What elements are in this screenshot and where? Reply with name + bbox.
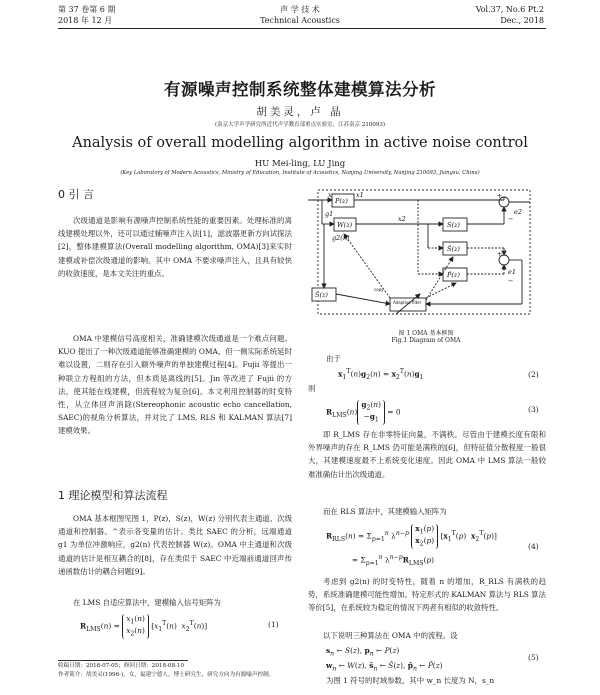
equation-2-number: (2) <box>528 370 539 379</box>
block-s-label: S(z) <box>447 221 460 229</box>
paragraph-right-7: 为图 1 符号的时域参数，其中 w_n 长度为 N，s_n <box>326 676 495 685</box>
equation-5: $s_n$ ← S(z), $p_n$ ← P(z) $w_n$ ← W(z), $ŝ_n$ ← Ŝ(z), $p̂_n$ ← P̂(z) <box>326 646 443 673</box>
block-p-hat-label: P̂(z) <box>447 271 460 279</box>
block-p-label: P(z) <box>335 197 348 205</box>
header-volume-en: Vol.37, No.6 Pt.2 <box>475 5 544 14</box>
adaptive-label: Adaptive filter <box>393 300 422 305</box>
copy-label: copy <box>374 287 384 292</box>
label-e1: e1 <box>508 268 516 276</box>
equation-4-number: (4) <box>528 542 539 551</box>
label-x1: x1 <box>356 191 364 199</box>
paragraph-right-3: 即 R_LMS 存在非零特征向量，不满秩。尽管由于建模长度有限和外界噪声的存在 R_LMS 仍可能是满秩的[6]，但特征值分散程度一般很大，其建模速度最不上系统变化速度。因此 OMA 中 LMS 算法一般较难准确估计出次级通道。 <box>308 430 546 479</box>
affiliation-cn: (南京大学声学研究所近代声学教育部重点实验室，江苏南京 210093) <box>214 122 386 128</box>
footnote-received: 收稿日期：2018-07-05；修回日期：2018-08-10 <box>58 663 185 669</box>
equation-5-number: (5) <box>528 653 539 662</box>
block-s-hat-top-label: Ŝ(z) <box>447 245 460 253</box>
paragraph-theory-1: OMA 基本框图见图 1，P(z)，S(z)，W(z) 分别代表主通道、次级通道和控制器。^表示各变量的估计。类比 SAEC 的分析，远端通道 g1 为单位冲激响应，g2(n) 代表控制器 W(z)。OMA 中主通道和次级通道的估计是相互耦合的[8]，存在类似于 SAEC 中近端前通道回声传递函数估计的耦合问题[9]。 <box>58 514 292 576</box>
figure-oma-diagram <box>308 188 544 324</box>
equation-3-number: (3) <box>528 405 539 414</box>
footnote <box>58 662 274 680</box>
header-date-cn: 2018 年 12 月 <box>58 16 113 25</box>
label-plus-top: + <box>497 192 503 200</box>
label-plus-mid: + <box>497 250 503 258</box>
equation-1: $R_{LMS}(n) = x_1(n)$ $x_2(n)$ [$x_1^T(n)$ $x_2^T(n)$] <box>80 614 208 638</box>
paragraph-right-6: 以下说明三种算法在 OMA 中的流程。设 <box>323 631 458 640</box>
label-minus-mid: − <box>508 277 514 285</box>
equation-1-number: (1) <box>268 620 279 629</box>
label-g1: g1 <box>325 210 334 218</box>
label-e2: e2 <box>514 208 522 216</box>
figure-caption-en: Fig.1 Diagram of OMA <box>391 337 461 344</box>
paragraph-right-5: 考虑到 g2(n) 的时变特性，随着 n 的增加，R_RLS 有满秩的趋势，系统准确建模可能性增加。特定形式的 KALMAN 算法与 RLS 算法等价[5]，在系统较为稳定的情况下两者有相似的收敛特性。 <box>308 577 546 613</box>
paragraph-right-2: 则 <box>308 384 316 393</box>
header-journal-cn: 声 学 技 术 <box>280 5 320 14</box>
label-minus-top: − <box>508 215 514 223</box>
footnote-rule <box>58 660 188 661</box>
figure-caption-cn: 图 1 OMA 基本框图 <box>398 330 454 337</box>
paragraph-right-4: 而在 RLS 算法中，其建模输入矩阵为 <box>323 507 447 516</box>
authors-en: HU Mei-ling, LU Jing <box>254 159 346 169</box>
section-intro-heading: 0 引 言 <box>58 188 94 201</box>
footnote-author: 作者简介：胡美灵(1996-)，女，福建宁德人，博士研究生，研究方向为有源噪声控制。 <box>58 672 275 678</box>
paragraph-intro-2: OMA 中建模信号高度相关，准确建模次级通道是一个难点问题。KUO 提出了一种次级通道能够准确建模的 OMA，但一侧实际系统延时难以设置，二则存在引入额外噪声的单独建模过程[4]。Fujii 等提出一种联立方程组的方法，但本质是离线的[5]。Jin 等改进了 Fujii 的方法，使其能在线建模，但流程较为复杂[6]。本文利用控制器的时变特性，从立体回声消除(Stereophonic acoustic echo cancellation, SAEC)的视角分析算法，并对比了 LMS, RLS 和 KALMAN 算法[7]建模效果。 <box>58 334 292 436</box>
header-journal-en: Technical Acoustics <box>260 16 340 25</box>
equation-4: $R_{RLS}(n) = \Sigma_{p=1}^n$ $\lambda^{n-p}$ $x_1(p)$ $x_2(p)$ [$x_1^T(p)$ $x_2^T(p)$] = $\Sigma_{p=1}^n$ $\lambda^{n-p}R_{LMS}(p)$ <box>326 524 497 567</box>
header-rule <box>58 28 546 29</box>
block-s-hat-left-label: Ŝ(z) <box>315 291 328 299</box>
title-en: Analysis of overall modelling algorithm in active noise control <box>72 135 528 151</box>
authors-cn: 胡美灵，卢 晶 <box>256 106 344 118</box>
block-w-label: W(z) <box>337 221 353 229</box>
label-x: x <box>328 191 332 199</box>
label-g2: g2(n) <box>332 234 350 242</box>
title-cn: 有源噪声控制系统整体建模算法分析 <box>164 80 436 99</box>
equation-3: $R_{LMS}(n)g_2(n)$ $-g_1 = 0$ <box>326 400 401 424</box>
paragraph-right-1: 由于 <box>326 354 341 363</box>
paragraph-intro-1: 次级通道是影响有源噪声控制系统性能的重要因素。处理标准的离线建模处理以外，还可以通过辅噪声注入法[1]，滤波器更新方向试探法[2]，整体建模算法(Overall modelling algorithm, OMA)[3]来实时建模或补偿次级通道的影响。其中 OMA 不要求噪声注入，且具有较快的收敛速度，是本文关注的重点。 <box>58 216 292 278</box>
section-theory-heading: 1 理论模型和算法流程 <box>58 489 168 502</box>
header-date-en: Dec., 2018 <box>500 16 544 25</box>
affiliation-en: (Key Laboratory of Modern Acoustics, Ministry of Education, Institute of Acoustics, Nanjing University, Nanjing 210093, Jiangsu, China) <box>120 170 480 176</box>
paragraph-theory-2: 在 LMS 自适应算法中，建模输入信号矩阵为 <box>73 598 221 607</box>
header-volume-cn: 第 37 卷第 6 期 <box>58 5 116 14</box>
equation-2: $x_1^T(n)g_2(n) = x_2^T(n)g_1$ <box>338 368 424 381</box>
label-x2: x2 <box>398 215 406 223</box>
